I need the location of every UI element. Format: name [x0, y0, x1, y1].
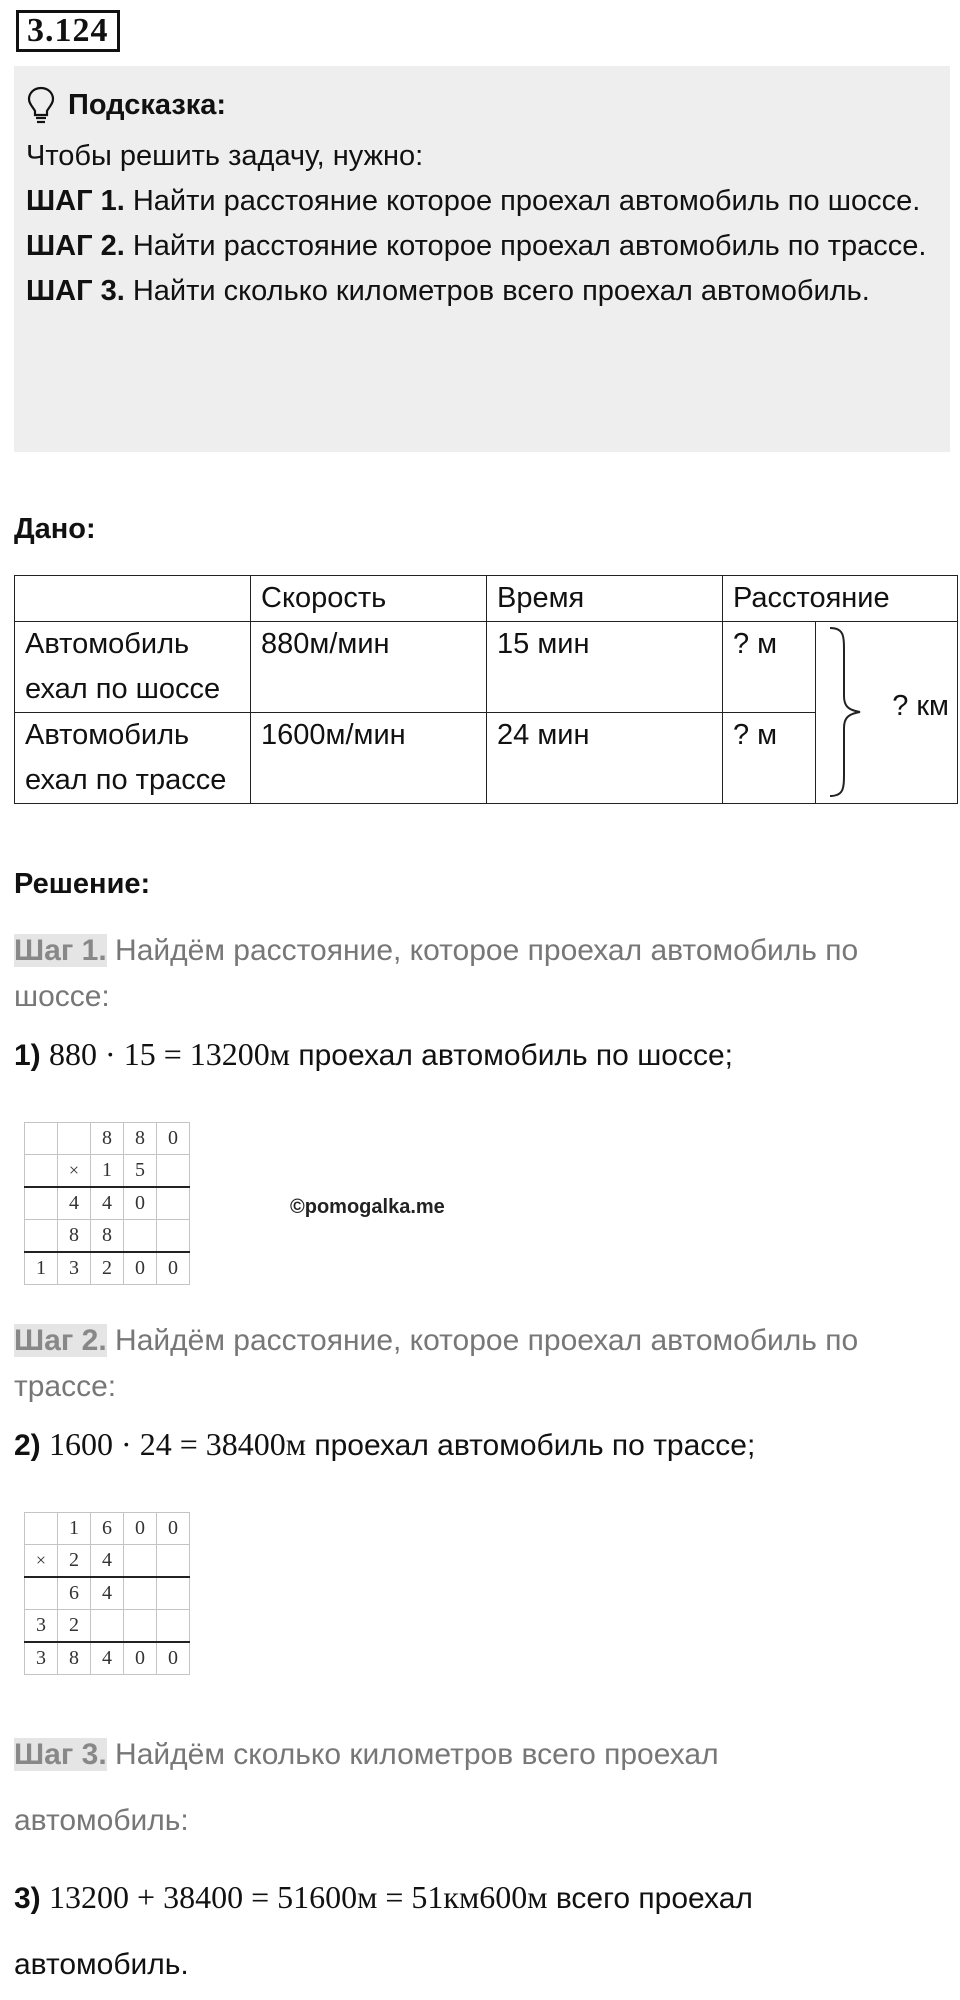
equation-number: 1) [14, 1039, 41, 1072]
multiplication-grid-1 [24, 1122, 190, 1285]
given-table-wrap [14, 575, 960, 804]
grid-row [25, 1545, 190, 1578]
table-header-cell [15, 576, 251, 622]
grid-row [25, 1577, 190, 1610]
equation-math: 13200 + 38400 = 51600м = 51км600м [49, 1879, 548, 1915]
grid-cell [25, 1123, 58, 1155]
row-time: 15 мин [487, 622, 723, 713]
grid-cell: 3 [25, 1610, 58, 1643]
grid-cell: 3 [58, 1252, 91, 1285]
hint-step-label: ШАГ 2. [26, 230, 125, 262]
grid-cell: × [58, 1155, 91, 1188]
row-distance: ? м [723, 713, 816, 804]
grid-cell: 2 [58, 1545, 91, 1578]
grid-cell: 8 [91, 1123, 124, 1155]
grid-row [25, 1123, 190, 1155]
grid-cell: 8 [124, 1123, 157, 1155]
solution-step-3 [14, 1722, 719, 1854]
grid-cell [124, 1610, 157, 1643]
row-distance: ? м [723, 622, 816, 713]
hint-step-1 [26, 179, 938, 224]
step-tag: Шаг 1. [14, 934, 107, 967]
watermark: ©pomogalka.me [290, 1196, 445, 1218]
grid-cell: 8 [91, 1220, 124, 1253]
grid-cell: 6 [91, 1513, 124, 1545]
table-row [15, 622, 958, 713]
grid-cell: 2 [91, 1252, 124, 1285]
grid-cell: 0 [157, 1123, 190, 1155]
grid-cell: × [25, 1545, 58, 1578]
equation-3 [14, 1864, 753, 1998]
grid-cell: 0 [157, 1513, 190, 1545]
table-header-row [15, 576, 958, 622]
grid-row [25, 1187, 190, 1220]
equation-text: проехал автомобиль по трассе; [314, 1429, 756, 1462]
hint-header [26, 76, 938, 134]
grid-cell: 1 [25, 1252, 58, 1285]
row-name-line: Автомобиль [25, 719, 190, 751]
total-distance-cell [816, 622, 958, 804]
solution-label: Решение: [14, 868, 151, 900]
row-name-line: ехал по трассе [25, 764, 227, 796]
given-table [14, 575, 958, 804]
step-text: автомобиль: [14, 1804, 189, 1837]
equation-math: 880 · 15 = 13200м [49, 1036, 290, 1072]
grid-cell [157, 1610, 190, 1643]
grid-cell [157, 1155, 190, 1188]
grid-cell: 0 [124, 1187, 157, 1220]
grid-cell [25, 1220, 58, 1253]
grid-cell: 0 [124, 1252, 157, 1285]
grid-cell [58, 1123, 91, 1155]
hint-step-label: ШАГ 1. [26, 185, 125, 217]
table-header-speed: Скорость [251, 576, 487, 622]
grid-row [25, 1610, 190, 1643]
step-tag: Шаг 3. [14, 1738, 107, 1771]
hint-intro: Чтобы решить задачу, нужно: [26, 140, 424, 172]
grid-cell [25, 1155, 58, 1188]
grid-cell: 0 [157, 1252, 190, 1285]
row-time: 24 мин [487, 713, 723, 804]
row-speed: 880м/мин [251, 622, 487, 713]
grid-cell: 2 [58, 1610, 91, 1643]
multiplication-grid-2 [24, 1512, 190, 1675]
step-text: Найдём сколько километров всего проехал [115, 1738, 719, 1771]
step-text: Найдём расстояние, которое проехал автомобиль по [115, 934, 859, 967]
grid-cell: 0 [124, 1513, 157, 1545]
hint-box [14, 66, 950, 452]
hint-step-text: Найти сколько километров всего проехал автомобиль. [132, 275, 870, 307]
grid-cell: 1 [91, 1155, 124, 1188]
grid-cell [124, 1220, 157, 1253]
hint-step-text: Найти расстояние которое проехал автомобиль по шоссе. [132, 185, 921, 217]
given-label: Дано: [14, 513, 96, 545]
hint-step-3 [26, 269, 938, 314]
grid-cell: 4 [91, 1577, 124, 1610]
grid-cell: 4 [91, 1545, 124, 1578]
grid-cell [25, 1187, 58, 1220]
solution-step-2 [14, 1318, 858, 1410]
table-header-time: Время [487, 576, 723, 622]
step-text: Найдём расстояние, которое проехал автомобиль по [115, 1324, 859, 1357]
grid-cell: 3 [25, 1642, 58, 1675]
task-number: 3.124 [16, 10, 120, 52]
hint-step-2 [26, 224, 938, 269]
grid-row [25, 1252, 190, 1285]
grid-cell [157, 1220, 190, 1253]
grid-cell: 0 [124, 1642, 157, 1675]
step-text: шоссе: [14, 980, 110, 1013]
step-text: трассе: [14, 1370, 117, 1403]
grid-row [25, 1220, 190, 1253]
grid-cell: 8 [58, 1220, 91, 1253]
grid-row [25, 1642, 190, 1675]
grid-cell: 4 [91, 1187, 124, 1220]
equation-number: 2) [14, 1429, 41, 1462]
solution-step-1 [14, 928, 858, 1020]
row-name-cell [15, 622, 251, 713]
step-tag: Шаг 2. [14, 1324, 107, 1357]
grid-cell: 4 [91, 1642, 124, 1675]
equation-1 [14, 1036, 733, 1073]
grid-cell: 4 [58, 1187, 91, 1220]
hint-title: Подсказка: [68, 88, 227, 121]
lightbulb-icon [26, 85, 56, 125]
grid-cell [25, 1577, 58, 1610]
grid-cell [157, 1187, 190, 1220]
curly-brace-icon [818, 622, 878, 802]
grid-cell [25, 1513, 58, 1545]
grid-cell [157, 1545, 190, 1578]
grid-cell: 1 [58, 1513, 91, 1545]
row-speed: 1600м/мин [251, 713, 487, 804]
row-name-cell [15, 713, 251, 804]
grid-cell: 6 [58, 1577, 91, 1610]
table-header-distance: Расстояние [723, 576, 958, 622]
hint-step-text: Найти расстояние которое проехал автомобиль по трассе. [132, 230, 927, 262]
grid-row [25, 1513, 190, 1545]
equation-text: всего проехал [555, 1882, 753, 1915]
grid-row [25, 1155, 190, 1188]
equation-text: проехал автомобиль по шоссе; [298, 1039, 733, 1072]
equation-math: 1600 · 24 = 38400м [49, 1426, 306, 1462]
row-name-line: ехал по шоссе [25, 673, 221, 705]
equation-2 [14, 1426, 755, 1463]
grid-cell [124, 1577, 157, 1610]
grid-cell [157, 1577, 190, 1610]
grid-cell [91, 1610, 124, 1643]
grid-cell: 5 [124, 1155, 157, 1188]
total-distance: ? км [892, 690, 949, 722]
grid-cell [124, 1545, 157, 1578]
grid-cell: 0 [157, 1642, 190, 1675]
hint-step-label: ШАГ 3. [26, 275, 125, 307]
grid-cell: 8 [58, 1642, 91, 1675]
equation-text: автомобиль. [14, 1948, 189, 1981]
row-name-line: Автомобиль [25, 628, 190, 660]
equation-number: 3) [14, 1882, 41, 1915]
